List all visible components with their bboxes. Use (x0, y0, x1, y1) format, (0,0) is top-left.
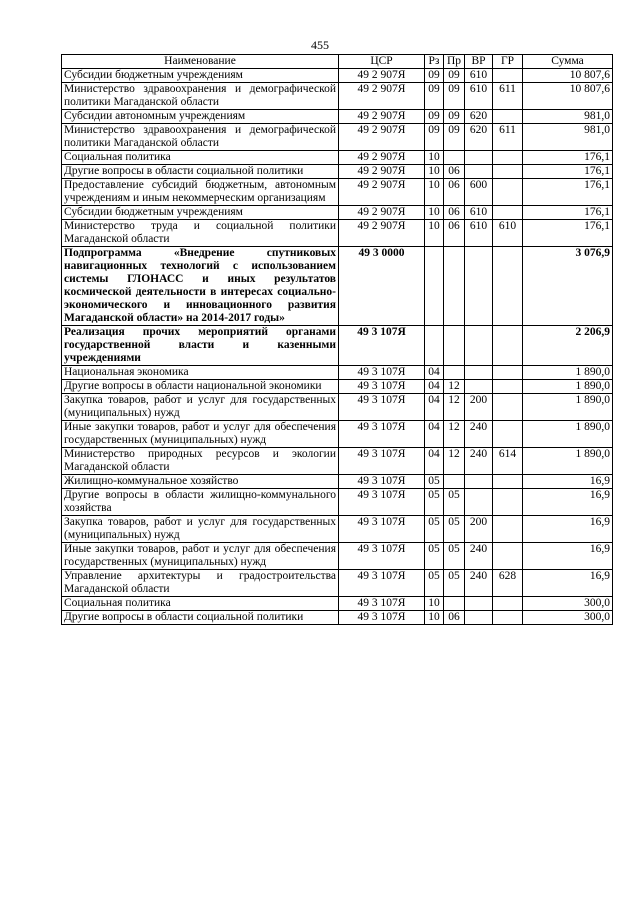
table-row (62, 597, 613, 611)
cell-pr: 05 (444, 543, 465, 570)
cell-csr: 49 2 907Я (339, 124, 425, 151)
cell-sum: 3 076,9 (523, 247, 613, 326)
cell-pr: 09 (444, 69, 465, 83)
cell-name: Реализация прочих мероприятий органами государственной власти и казенными учреждениями (62, 326, 339, 366)
cell-sum: 16,9 (523, 570, 613, 597)
table-row (62, 247, 613, 326)
cell-vr (465, 489, 493, 516)
cell-rz: 04 (425, 421, 444, 448)
cell-vr: 610 (465, 206, 493, 220)
table-row (62, 326, 613, 366)
cell-gr (493, 421, 523, 448)
cell-gr (493, 516, 523, 543)
cell-csr: 49 2 907Я (339, 220, 425, 247)
table-row (62, 448, 613, 475)
cell-name: Субсидии автономным учреждениям (62, 110, 339, 124)
table-row (62, 110, 613, 124)
cell-sum: 16,9 (523, 543, 613, 570)
col-header-gr: ГР (493, 55, 523, 69)
budget-table (61, 54, 613, 625)
cell-sum: 176,1 (523, 165, 613, 179)
table-row (62, 151, 613, 165)
table-row (62, 124, 613, 151)
cell-pr: 05 (444, 516, 465, 543)
cell-sum: 10 807,6 (523, 83, 613, 110)
cell-rz (425, 247, 444, 326)
table-row (62, 611, 613, 625)
cell-name: Иные закупки товаров, работ и услуг для обеспечения государственных (муниципальных) нужд (62, 421, 339, 448)
cell-gr: 628 (493, 570, 523, 597)
cell-vr (465, 380, 493, 394)
cell-gr (493, 151, 523, 165)
cell-sum: 981,0 (523, 110, 613, 124)
cell-rz: 10 (425, 165, 444, 179)
cell-csr: 49 3 107Я (339, 543, 425, 570)
cell-vr: 610 (465, 83, 493, 110)
table-row (62, 543, 613, 570)
cell-rz: 04 (425, 380, 444, 394)
cell-gr (493, 366, 523, 380)
cell-gr (493, 179, 523, 206)
cell-vr (465, 326, 493, 366)
cell-name: Подпрограмма «Внедрение спутниковых навигационных технологий с использованием системы ГЛОНАСС и иных результатов космической деятельности в интересах социально-экономического и инновационного развития Магаданской области» на 2014-2017 годы» (62, 247, 339, 326)
cell-pr (444, 151, 465, 165)
cell-vr (465, 475, 493, 489)
cell-rz: 10 (425, 611, 444, 625)
cell-pr (444, 366, 465, 380)
cell-rz: 09 (425, 83, 444, 110)
cell-csr: 49 3 107Я (339, 421, 425, 448)
cell-vr (465, 366, 493, 380)
cell-pr: 09 (444, 83, 465, 110)
cell-sum: 176,1 (523, 206, 613, 220)
cell-pr (444, 475, 465, 489)
table-body (62, 69, 613, 625)
cell-csr: 49 3 107Я (339, 597, 425, 611)
cell-pr: 12 (444, 448, 465, 475)
cell-vr: 200 (465, 516, 493, 543)
cell-gr (493, 611, 523, 625)
table-row (62, 165, 613, 179)
cell-csr: 49 2 907Я (339, 69, 425, 83)
cell-csr: 49 2 907Я (339, 165, 425, 179)
cell-rz: 10 (425, 151, 444, 165)
cell-gr: 611 (493, 124, 523, 151)
col-header-name: Наименование (62, 55, 339, 69)
cell-name: Иные закупки товаров, работ и услуг для обеспечения государственных (муниципальных) нужд (62, 543, 339, 570)
cell-rz (425, 326, 444, 366)
table-row (62, 516, 613, 543)
cell-name: Субсидии бюджетным учреждениям (62, 69, 339, 83)
cell-name: Предоставление субсидий бюджетным, автономным учреждениям и иным некоммерческим организациям (62, 179, 339, 206)
cell-rz: 05 (425, 475, 444, 489)
col-header-csr: ЦСР (339, 55, 425, 69)
cell-vr: 610 (465, 69, 493, 83)
cell-rz: 04 (425, 366, 444, 380)
table-row (62, 83, 613, 110)
cell-pr: 05 (444, 570, 465, 597)
cell-vr (465, 151, 493, 165)
cell-csr: 49 3 107Я (339, 326, 425, 366)
cell-csr: 49 3 107Я (339, 489, 425, 516)
cell-csr: 49 2 907Я (339, 83, 425, 110)
cell-sum: 300,0 (523, 597, 613, 611)
cell-name: Закупка товаров, работ и услуг для государственных (муниципальных) нужд (62, 394, 339, 421)
cell-pr: 06 (444, 165, 465, 179)
cell-sum: 16,9 (523, 475, 613, 489)
cell-sum: 300,0 (523, 611, 613, 625)
cell-sum: 16,9 (523, 489, 613, 516)
table-row (62, 366, 613, 380)
cell-name: Министерство здравоохранения и демографической политики Магаданской области (62, 124, 339, 151)
cell-rz: 10 (425, 206, 444, 220)
cell-gr (493, 165, 523, 179)
cell-name: Социальная политика (62, 151, 339, 165)
cell-vr: 240 (465, 421, 493, 448)
cell-vr: 600 (465, 179, 493, 206)
cell-sum: 2 206,9 (523, 326, 613, 366)
cell-name: Другие вопросы в области национальной экономики (62, 380, 339, 394)
cell-pr: 12 (444, 394, 465, 421)
cell-gr (493, 475, 523, 489)
cell-name: Социальная политика (62, 597, 339, 611)
table-row (62, 69, 613, 83)
col-header-pr: Пр (444, 55, 465, 69)
table-row (62, 394, 613, 421)
cell-name: Министерство природных ресурсов и экологии Магаданской области (62, 448, 339, 475)
cell-csr: 49 3 107Я (339, 475, 425, 489)
cell-gr (493, 326, 523, 366)
cell-sum: 176,1 (523, 151, 613, 165)
cell-vr: 200 (465, 394, 493, 421)
cell-pr: 09 (444, 110, 465, 124)
cell-sum: 10 807,6 (523, 69, 613, 83)
cell-gr (493, 247, 523, 326)
cell-vr: 620 (465, 124, 493, 151)
cell-csr: 49 2 907Я (339, 110, 425, 124)
cell-rz: 04 (425, 448, 444, 475)
cell-pr: 09 (444, 124, 465, 151)
cell-name: Закупка товаров, работ и услуг для государственных (муниципальных) нужд (62, 516, 339, 543)
cell-rz: 10 (425, 179, 444, 206)
cell-sum: 176,1 (523, 220, 613, 247)
cell-sum: 1 890,0 (523, 366, 613, 380)
cell-pr (444, 247, 465, 326)
cell-vr: 240 (465, 543, 493, 570)
cell-csr: 49 3 107Я (339, 380, 425, 394)
cell-rz: 05 (425, 570, 444, 597)
cell-rz: 10 (425, 220, 444, 247)
cell-sum: 1 890,0 (523, 394, 613, 421)
cell-gr (493, 380, 523, 394)
table-row (62, 475, 613, 489)
col-header-rz: Рз (425, 55, 444, 69)
cell-sum: 981,0 (523, 124, 613, 151)
cell-rz: 05 (425, 543, 444, 570)
cell-name: Другие вопросы в области социальной политики (62, 611, 339, 625)
cell-pr (444, 326, 465, 366)
cell-gr: 614 (493, 448, 523, 475)
cell-sum: 1 890,0 (523, 448, 613, 475)
page-number: 455 (311, 38, 329, 52)
col-header-sum: Сумма (523, 55, 613, 69)
cell-rz: 09 (425, 69, 444, 83)
cell-vr: 240 (465, 570, 493, 597)
cell-name: Субсидии бюджетным учреждениям (62, 206, 339, 220)
cell-name: Министерство труда и социальной политики Магаданской области (62, 220, 339, 247)
cell-gr: 610 (493, 220, 523, 247)
cell-csr: 49 3 107Я (339, 394, 425, 421)
cell-gr (493, 394, 523, 421)
cell-pr: 12 (444, 380, 465, 394)
cell-pr: 06 (444, 206, 465, 220)
cell-gr (493, 206, 523, 220)
cell-gr (493, 110, 523, 124)
cell-csr: 49 3 107Я (339, 448, 425, 475)
cell-rz: 09 (425, 124, 444, 151)
cell-csr: 49 3 107Я (339, 516, 425, 543)
cell-rz: 05 (425, 489, 444, 516)
cell-vr: 620 (465, 110, 493, 124)
table-row (62, 380, 613, 394)
cell-sum: 1 890,0 (523, 380, 613, 394)
cell-vr (465, 247, 493, 326)
cell-pr: 12 (444, 421, 465, 448)
header-row (62, 55, 613, 69)
table-row (62, 489, 613, 516)
cell-name: Управление архитектуры и градостроительства Магаданской области (62, 570, 339, 597)
cell-csr: 49 3 107Я (339, 611, 425, 625)
table-row (62, 570, 613, 597)
cell-sum: 176,1 (523, 179, 613, 206)
cell-sum: 16,9 (523, 516, 613, 543)
cell-sum: 1 890,0 (523, 421, 613, 448)
table-row (62, 421, 613, 448)
cell-gr (493, 543, 523, 570)
cell-vr (465, 611, 493, 625)
cell-name: Министерство здравоохранения и демографической политики Магаданской области (62, 83, 339, 110)
cell-csr: 49 3 107Я (339, 570, 425, 597)
cell-gr (493, 69, 523, 83)
cell-pr: 06 (444, 179, 465, 206)
cell-pr: 06 (444, 220, 465, 247)
cell-vr (465, 597, 493, 611)
cell-pr: 05 (444, 489, 465, 516)
cell-csr: 49 2 907Я (339, 206, 425, 220)
cell-rz: 09 (425, 110, 444, 124)
cell-csr: 49 2 907Я (339, 179, 425, 206)
cell-gr (493, 489, 523, 516)
cell-rz: 04 (425, 394, 444, 421)
cell-csr: 49 3 0000 (339, 247, 425, 326)
cell-rz: 10 (425, 597, 444, 611)
cell-name: Национальная экономика (62, 366, 339, 380)
cell-name: Другие вопросы в области жилищно-коммунального хозяйства (62, 489, 339, 516)
cell-pr: 06 (444, 611, 465, 625)
cell-vr: 240 (465, 448, 493, 475)
table-row (62, 220, 613, 247)
cell-pr (444, 597, 465, 611)
cell-gr: 611 (493, 83, 523, 110)
cell-gr (493, 597, 523, 611)
cell-csr: 49 2 907Я (339, 151, 425, 165)
cell-name: Жилищно-коммунальное хозяйство (62, 475, 339, 489)
cell-name: Другие вопросы в области социальной политики (62, 165, 339, 179)
cell-rz: 05 (425, 516, 444, 543)
cell-vr: 610 (465, 220, 493, 247)
table-row (62, 179, 613, 206)
col-header-vr: ВР (465, 55, 493, 69)
table-row (62, 206, 613, 220)
cell-csr: 49 3 107Я (339, 366, 425, 380)
cell-vr (465, 165, 493, 179)
